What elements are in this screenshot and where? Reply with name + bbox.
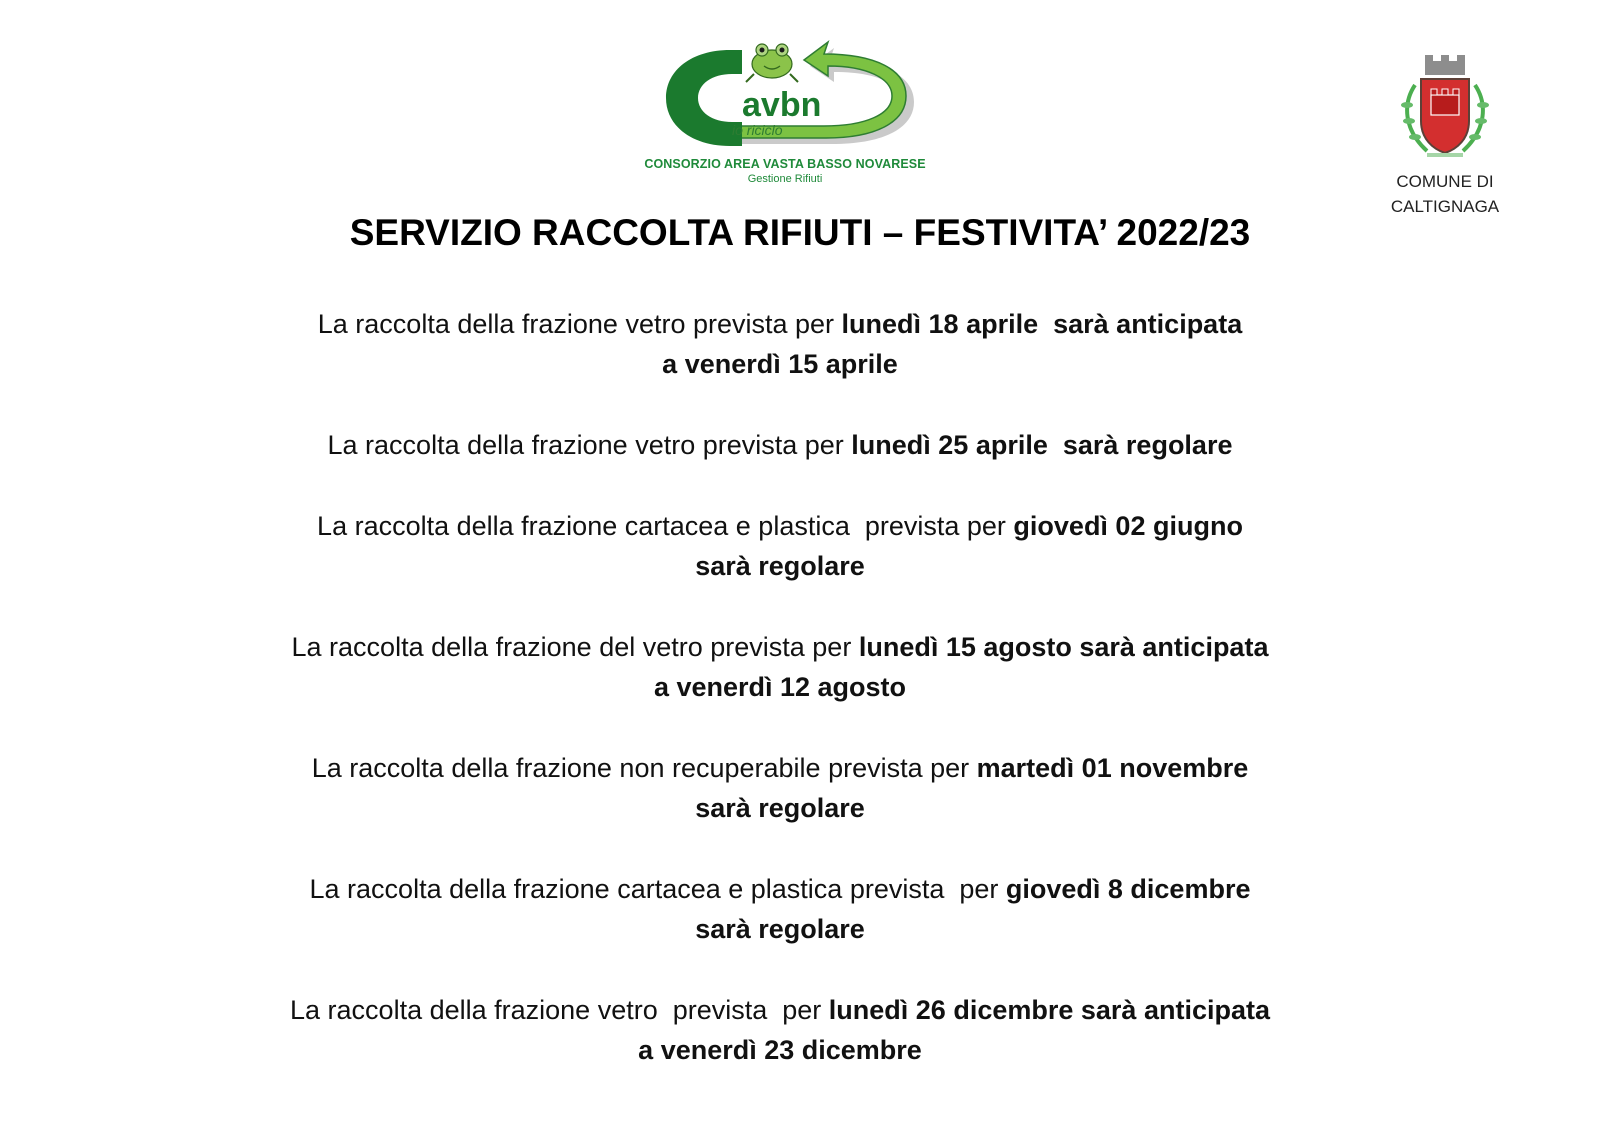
comune-name: COMUNE DI CALTIGNAGA [1390,172,1500,216]
notice-lead: La raccolta della frazione cartacea e plastica prevista per [309,874,1006,904]
notice-lead: La raccolta della frazione cartacea e plastica prevista per [317,511,1014,541]
page-title: SERVIZIO RACCOLTA RIFIUTI – FESTIVITA’ 2022/23 [349,212,1251,253]
notice-item [200,304,1360,384]
notice-date: lunedì 18 aprile sarà anticipata [841,309,1243,339]
cavbn-logo [640,36,940,196]
notice-item [200,425,1360,465]
notice-lead: La raccolta della frazione non recuperabile prevista per [311,753,977,783]
notice-list [200,304,1360,1111]
logo-wordmark: avbn [742,86,822,124]
cavbn-logo-icon [652,36,922,154]
notice-date: giovedì 8 dicembre [1005,874,1251,904]
logo-org-subtitle: Gestione Rifiuti [747,173,823,185]
coat-of-arms-icon [1387,55,1503,167]
notice-outcome: a venerdì 15 aprile [662,349,898,379]
notice-outcome: sarà regolare [695,551,865,581]
notice-outcome: sarà regolare [695,914,865,944]
frog-icon [746,44,798,82]
notice-item [200,627,1360,707]
notice-lead: La raccolta della frazione vetro prevista per [290,995,829,1025]
notice-date: martedì 01 novembre [976,753,1249,783]
notice-date: lunedì 25 aprile sarà regolare [851,430,1233,460]
notice-date: lunedì 26 dicembre sarà anticipata [828,995,1270,1025]
notice-lead: La raccolta della frazione vetro prevista per [317,309,842,339]
notice-date: lunedì 15 agosto sarà anticipata [858,632,1269,662]
notice-lead: La raccolta della frazione del vetro prevista per [291,632,859,662]
comune-crest-block [1375,55,1515,220]
notice-item [200,869,1360,949]
notice-date: giovedì 02 giugno [1013,511,1243,541]
notice-outcome: a venerdì 12 agosto [653,672,907,702]
notice-item [200,506,1360,586]
notice-lead: La raccolta della frazione vetro prevista per [327,430,852,460]
notice-outcome: sarà regolare [695,793,865,823]
notice-outcome: a venerdì 23 dicembre [638,1035,922,1065]
logo-tagline: io riciclo [732,122,783,138]
notice-item [200,748,1360,828]
notice-item [200,990,1360,1070]
logo-org-name: CONSORZIO AREA VASTA BASSO NOVARESE [644,157,926,171]
